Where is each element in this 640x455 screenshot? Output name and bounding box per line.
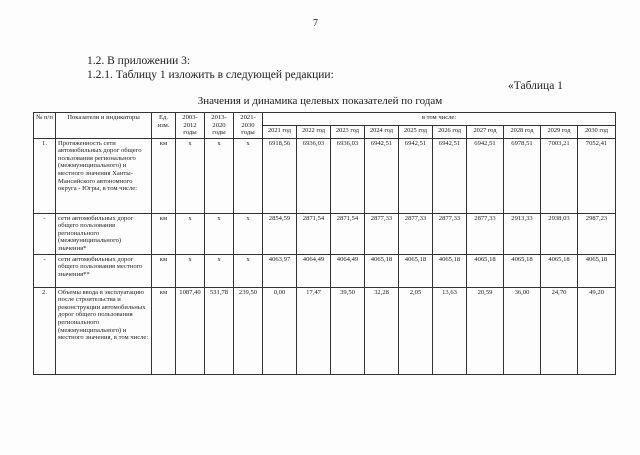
row-cell: 17,47 (297, 287, 331, 374)
row-cell: 4064,49 (297, 254, 331, 287)
row-cell: 2854,59 (263, 213, 297, 254)
row-unit: км (152, 138, 176, 213)
row-cell: 6942,51 (365, 138, 399, 213)
header-2013-2020: 2013-2020 годы (205, 113, 234, 139)
table-row (34, 138, 616, 213)
row-unit: км (152, 287, 176, 374)
row-cell: 4065,18 (578, 254, 616, 287)
row-unit: км (152, 254, 176, 287)
row-cell: 0,00 (263, 287, 297, 374)
header-year: 2027 год (467, 126, 504, 139)
table-row (34, 287, 616, 374)
table-tag: «Таблица 1 (508, 80, 563, 92)
row-cell: 2,05 (399, 287, 433, 374)
row-cell: 6942,51 (433, 138, 467, 213)
row-cell: 39,50 (331, 287, 365, 374)
row-cell: х (176, 213, 205, 254)
header-year: 2029 год (541, 126, 578, 139)
row-cell: 49,20 (578, 287, 616, 374)
row-cell: 6978,51 (504, 138, 541, 213)
row-cell: х (234, 254, 263, 287)
row-cell: х (205, 213, 234, 254)
paragraph-1: 1.2. В приложении 3: (87, 55, 191, 67)
row-cell: 32,28 (365, 287, 399, 374)
row-cell: 4065,18 (399, 254, 433, 287)
row-indicator: сети автомобильных дорог общего пользования регионального (межмуниципального) значения* (56, 213, 152, 254)
row-cell: х (234, 138, 263, 213)
header-year: 2028 год (504, 126, 541, 139)
row-cell: 2877,33 (433, 213, 467, 254)
table-row (34, 213, 616, 254)
page-number: 7 (313, 18, 318, 29)
row-num: 2. (34, 287, 56, 374)
row-cell: 4065,18 (433, 254, 467, 287)
row-cell: 2938,03 (541, 213, 578, 254)
paragraph-2: 1.2.1. Таблицу 1 изложить в следующей редакции: (87, 69, 334, 81)
row-cell: х (205, 254, 234, 287)
row-cell: 2877,33 (399, 213, 433, 254)
row-num: - (34, 254, 56, 287)
row-cell: х (205, 138, 234, 213)
header-including: в том числе: (263, 113, 616, 126)
header-year: 2022 год (297, 126, 331, 139)
row-cell: 531,78 (205, 287, 234, 374)
row-cell: 2871,54 (331, 213, 365, 254)
row-cell: 7052,41 (578, 138, 616, 213)
row-cell: 20,59 (467, 287, 504, 374)
row-cell: 6918,56 (263, 138, 297, 213)
row-cell: 4065,18 (365, 254, 399, 287)
row-cell: 13,63 (433, 287, 467, 374)
table-row (34, 254, 616, 287)
row-cell: х (176, 138, 205, 213)
row-cell: 4065,18 (541, 254, 578, 287)
row-cell: 1087,40 (176, 287, 205, 374)
row-cell: 4064,49 (331, 254, 365, 287)
header-unit: Ед. изм. (152, 113, 176, 139)
row-cell: 36,00 (504, 287, 541, 374)
row-cell: 2913,33 (504, 213, 541, 254)
header-2021-2030: 2021-2030 годы (234, 113, 263, 139)
row-num: 1. (34, 138, 56, 213)
row-num: - (34, 213, 56, 254)
row-cell: 6942,51 (467, 138, 504, 213)
row-cell: 2877,33 (365, 213, 399, 254)
row-cell: х (176, 254, 205, 287)
header-2003-2012: 2003-2012 годы (176, 113, 205, 139)
header-year: 2024 год (365, 126, 399, 139)
indicators-table (33, 112, 616, 375)
row-cell: 4063,97 (263, 254, 297, 287)
row-cell: 6936,03 (331, 138, 365, 213)
row-cell: 7003,21 (541, 138, 578, 213)
row-cell: 6942,51 (399, 138, 433, 213)
header-num: № п/п (34, 113, 56, 139)
row-cell: 239,50 (234, 287, 263, 374)
row-unit: км (152, 213, 176, 254)
row-cell: 6936,03 (297, 138, 331, 213)
header-year: 2021 год (263, 126, 297, 139)
header-year: 2023 год (331, 126, 365, 139)
row-cell: х (234, 213, 263, 254)
header-year: 2026 год (433, 126, 467, 139)
header-year: 2030 год (578, 126, 616, 139)
row-cell: 2877,33 (467, 213, 504, 254)
header-year: 2025 год (399, 126, 433, 139)
row-cell: 4065,18 (467, 254, 504, 287)
row-indicator: сети автомобильных дорог общего пользования местного значения** (56, 254, 152, 287)
table-caption: Значения и динамика целевых показателей по годам (197, 95, 443, 107)
header-indicator: Показатели и индикаторы (56, 113, 152, 139)
row-cell: 24,70 (541, 287, 578, 374)
row-cell: 4065,18 (504, 254, 541, 287)
row-indicator: Объемы ввода в эксплуатацию после строительства и реконструкции автомобильных дорог общего пользования регионального (межмуниципального) и местного значения, в том числе: (56, 287, 152, 374)
row-cell: 2871,54 (297, 213, 331, 254)
row-indicator: Протяженность сети автомобильных дорог общего пользования регионального (межмуниципального) и местного значения Ханты-Мансийского автономного округа - Югры, в том числе: (56, 138, 152, 213)
row-cell: 2987,23 (578, 213, 616, 254)
